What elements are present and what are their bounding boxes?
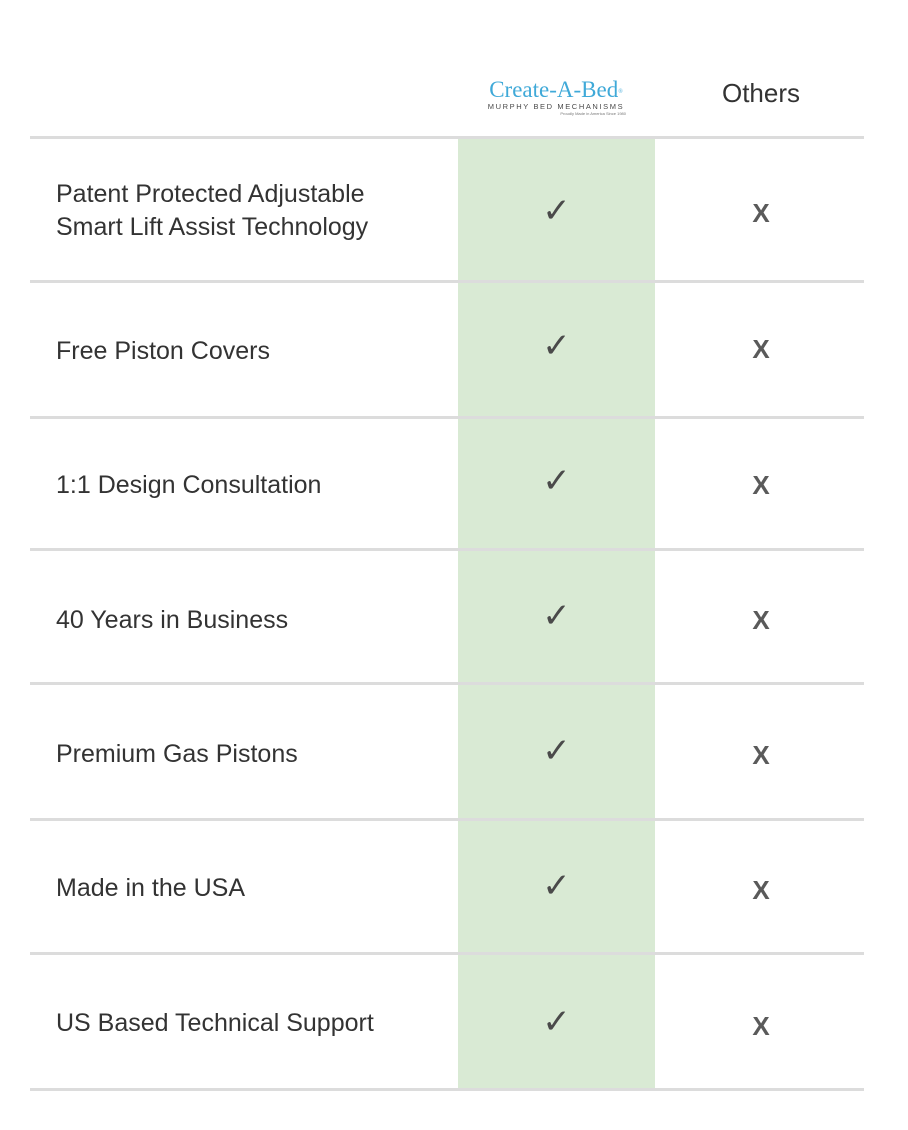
row-divider — [30, 818, 864, 821]
feature-label: Patent Protected Adjustable Smart Lift Assist Technology — [56, 180, 369, 241]
others-column-header: Others — [721, 78, 801, 108]
check-icon: ✓ — [542, 866, 571, 906]
row-divider — [30, 548, 864, 551]
feature-label: Premium Gas Pistons — [56, 740, 298, 768]
logo-tagline: Proudly Made in America Since 1980 — [560, 111, 626, 116]
check-icon: ✓ — [542, 191, 571, 231]
row-divider — [30, 136, 864, 139]
row-divider — [30, 416, 864, 419]
row-divider — [30, 280, 864, 283]
cross-icon: X — [752, 198, 770, 228]
cross-icon: X — [752, 334, 770, 364]
cross-icon: X — [752, 740, 770, 770]
feature-label: 40 Years in Business — [56, 606, 289, 634]
row-divider — [30, 1088, 864, 1091]
check-icon: ✓ — [542, 731, 571, 771]
logo-subtitle: MURPHY BED MECHANISMS — [487, 102, 625, 111]
check-icon: ✓ — [542, 1002, 571, 1042]
create-a-bed-logo — [478, 78, 634, 120]
check-icon: ✓ — [542, 461, 571, 501]
cross-icon: X — [752, 875, 770, 905]
cross-icon: X — [752, 605, 770, 635]
row-divider — [30, 952, 864, 955]
cross-icon: X — [752, 1011, 770, 1041]
check-icon: ✓ — [542, 326, 571, 366]
logo-title: Create-A-Bed® — [489, 77, 623, 102]
row-divider — [30, 682, 864, 685]
feature-label: Free Piston Covers — [56, 337, 270, 365]
check-icon: ✓ — [542, 596, 571, 636]
feature-label: 1:1 Design Consultation — [56, 471, 322, 499]
feature-label: US Based Technical Support — [56, 1009, 374, 1037]
table-header — [0, 0, 908, 139]
cross-icon: X — [752, 470, 770, 500]
feature-label: Made in the USA — [56, 874, 245, 902]
